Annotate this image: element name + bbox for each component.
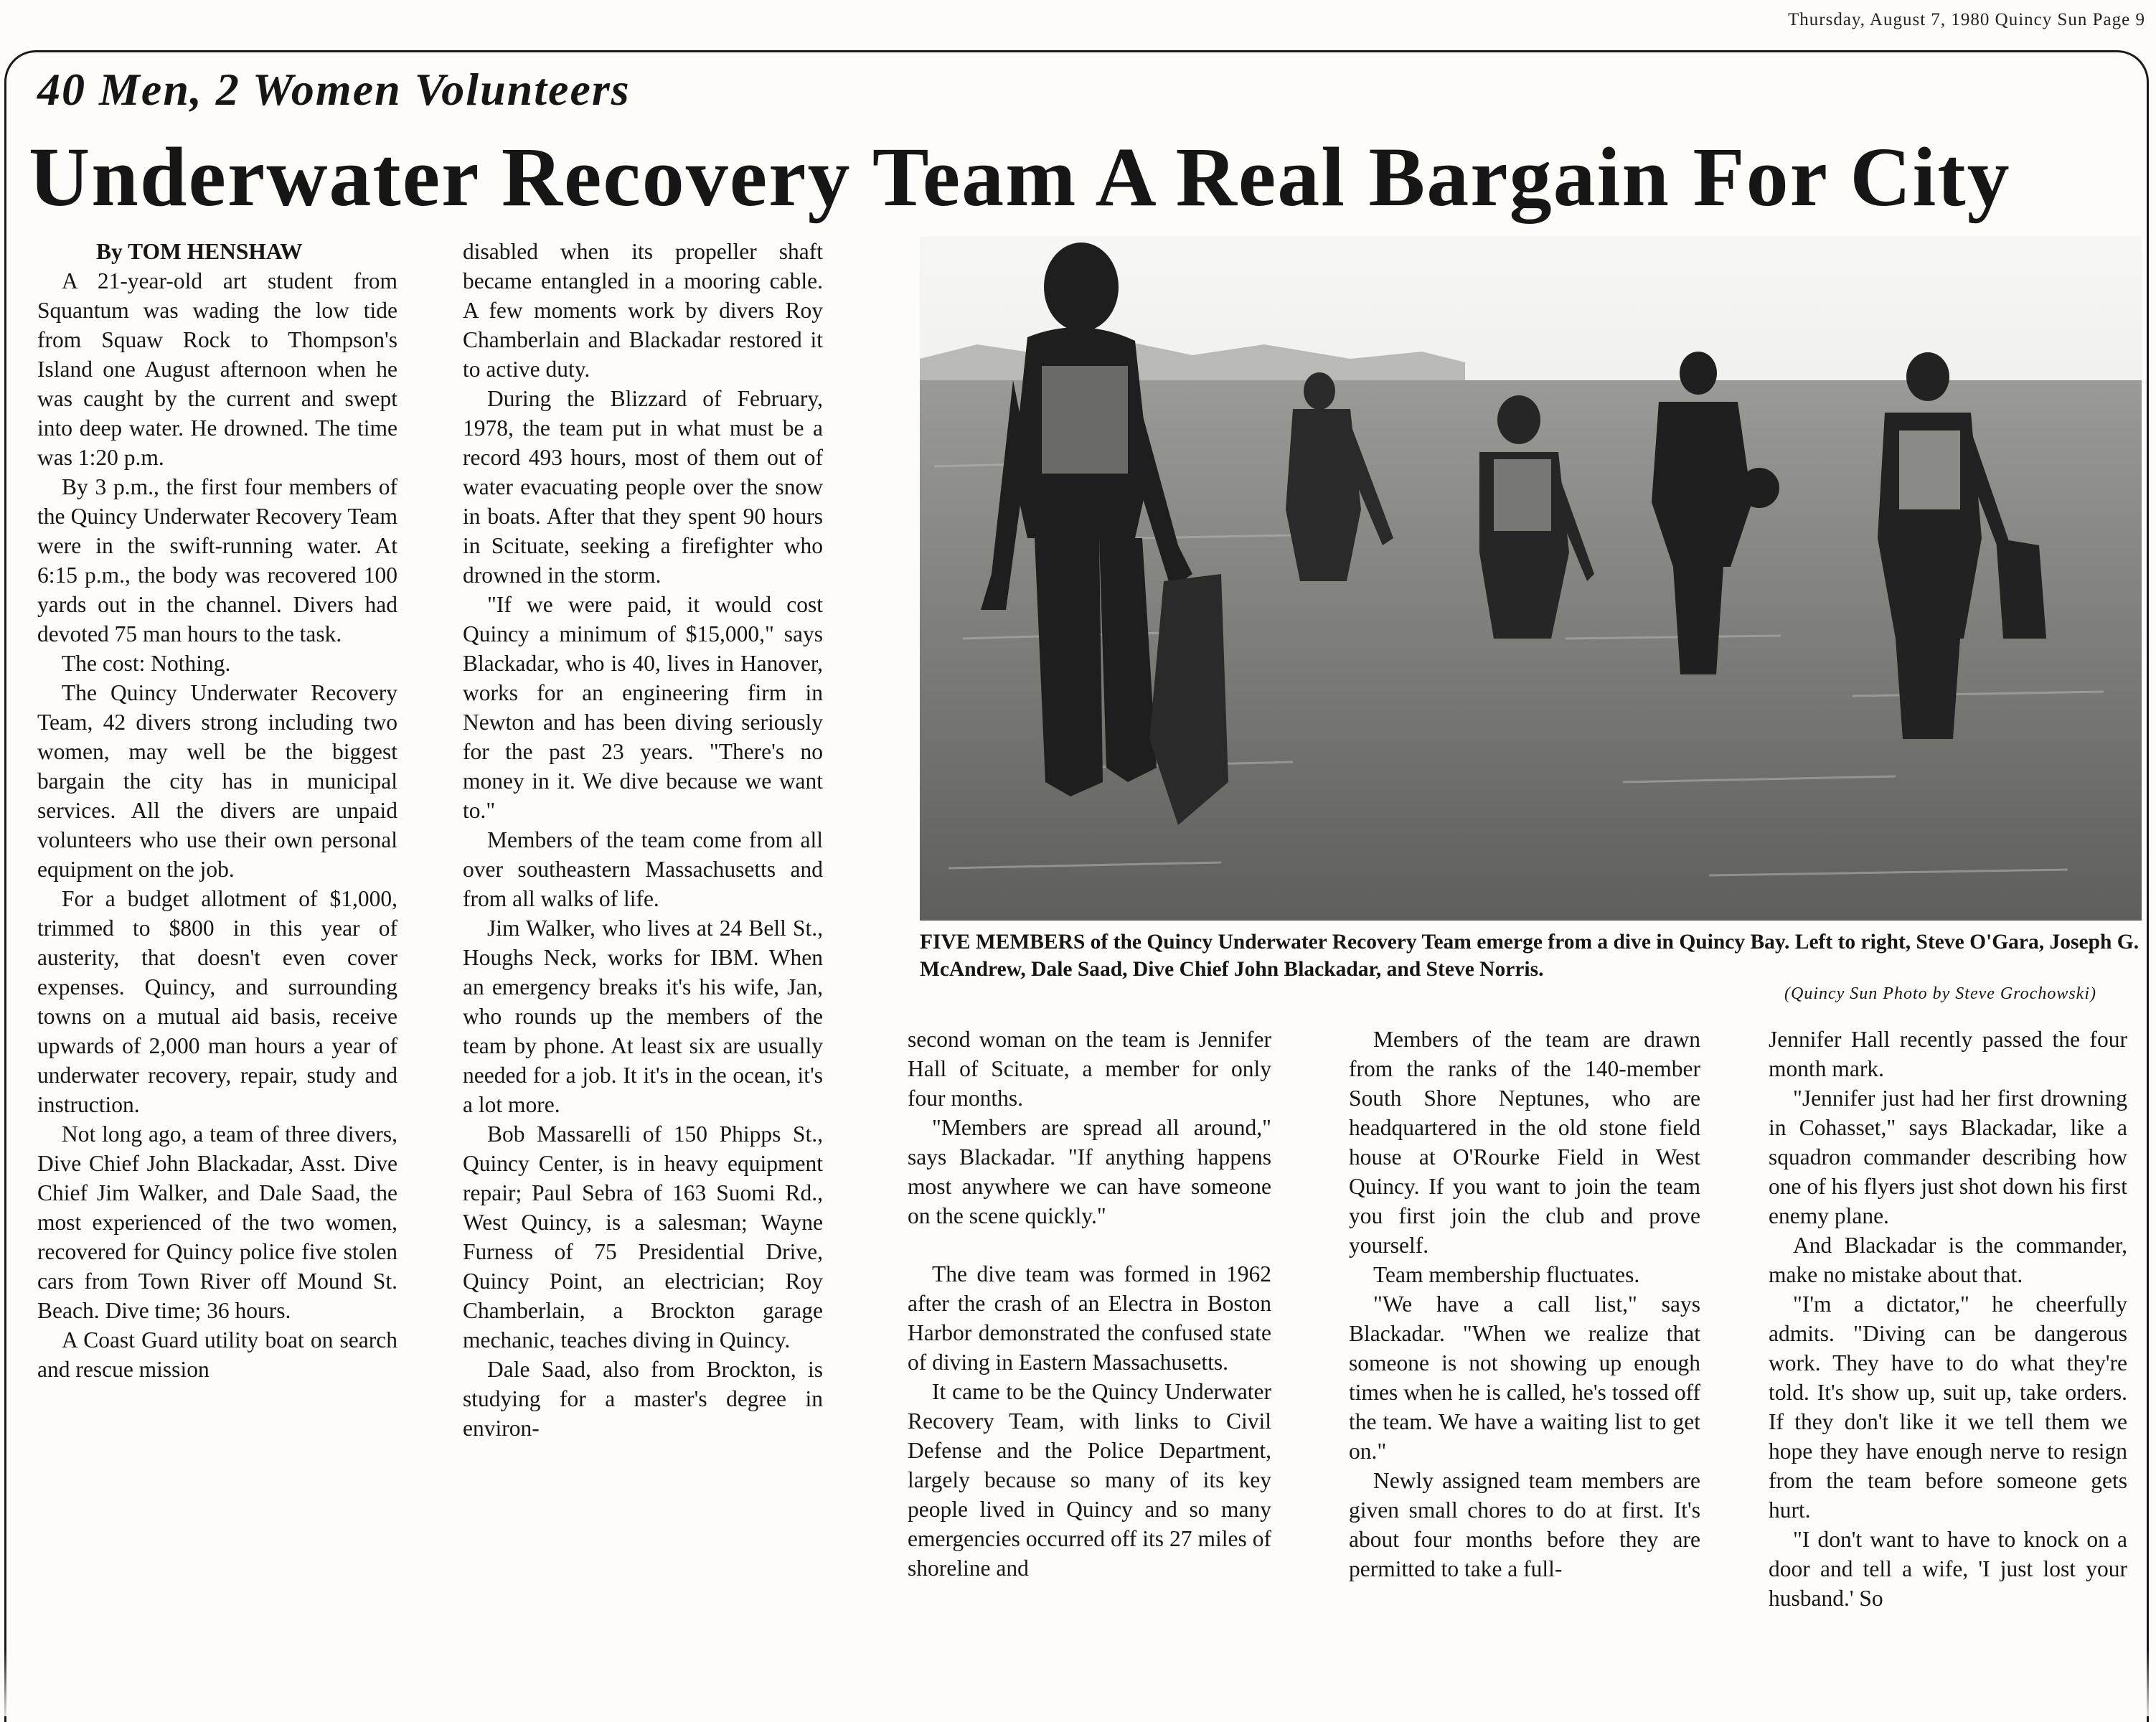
paragraph: Not long ago, a team of three divers, Dive Chief John Blackadar, Asst. Dive Chief Jim Walker, and Dale Saad, the most experienced of the two women, recovered for Quincy police five stolen cars from Town River off Mound St. Beach. Dive time; 36 hours. [37,1121,397,1323]
byline: By TOM HENSHAW [96,239,303,264]
paragraph: Members of the team are drawn from the ranks of the 140-member South Shore Neptunes, who are headquartered in the old stone field house at O'Rourke Field in West Quincy. If you want to join the team you first join the club and prove yourself. [1349,1027,1700,1258]
paragraph: The dive team was formed in 1962 after the crash of an Electra in Boston Harbor demonstrated the confused state of diving in Eastern Massachusetts. [908,1261,1271,1375]
paragraph: Jennifer Hall recently passed the four month mark. [1769,1027,2127,1081]
caption-lead: FIVE MEMBERS [920,931,1086,954]
paragraph: Jim Walker, who lives at 24 Bell St., Houghs Neck, works for IBM. When an emergency breaks it's his wife, Jan, who rounds up the members of the team by phone. At least six are usually needed for a job. It it's in the ocean, it's a lot more. [463,916,823,1117]
paragraph: "Members are spread all around," says Blackadar. "If anything happens most anywhere we can have someone on the scene quickly." [908,1115,1271,1228]
caption-text: of the Quincy Underwater Recovery Team emerge from a dive in Quincy Bay. Left to right, Steve O'Gara, Joseph G. McAndrew, Dale Saad, Dive Chief John Blackadar, and Steve Norris. [920,931,2139,981]
divers-photo [920,237,2142,921]
paragraph: Members of the team come from all over southeastern Massachusetts and from all walks of life. [463,827,823,911]
photo-credit: (Quincy Sun Photo by Steve Grochowski) [1784,984,2096,1003]
article-headline: Underwater Recovery Team A Real Bargain For City [29,130,2011,224]
article-column-1 [37,237,397,1384]
article-kicker: 40 Men, 2 Women Volunteers [37,64,631,115]
paragraph: "I don't want to have to knock on a door and tell a wife, 'I just lost your husband.' So [1769,1527,2127,1611]
paragraph: A Coast Guard utility boat on search and rescue mission [37,1327,397,1382]
paragraph: Team membership fluctuates. [1373,1262,1640,1287]
paragraph: For a budget allotment of $1,000, trimmed to $800 in this year of austerity, that doesn't even cover expenses. Quincy, and surrounding towns on a mutual aid basis, receive upwards of 2,000 man hours a year of underwater recovery, repair, study and instruction. [37,886,397,1117]
article-column-4 [1349,1025,1700,1584]
paragraph: "We have a call list," says Blackadar. "When we realize that someone is not showing up enough times when he is called, he's tossed off the team. We have a waiting list to get on." [1349,1292,1700,1464]
paragraph: The Quincy Underwater Recovery Team, 42 divers strong including two women, may well be the biggest bargain the city has in municipal services. All the divers are unpaid volunteers who use their own personal equipment on the job. [37,680,397,882]
paragraph: Newly assigned team members are given small chores to do at first. It's about four months before they are permitted to take a full- [1349,1468,1700,1581]
paragraph: Bob Massarelli of 150 Phipps St., Quincy Center, is in heavy equipment repair; Paul Sebra of 163 Suomi Rd., West Quincy, is a salesman; Wayne Furness of 75 Presidential Drive, Quincy Point, an electrician; Roy Chamberlain, a Brockton garage mechanic, teaches diving in Quincy. [463,1121,823,1352]
paragraph: Dale Saad, also from Brockton, is studying for a master's degree in environ- [463,1357,823,1441]
paragraph: A 21-year-old art student from Squantum was wading the low tide from Squaw Rock to Thompson's Island one August afternoon when he was caught by the current and swept into deep water. He drowned. The time was 1:20 p.m. [37,268,397,470]
page-header-dateline: Thursday, August 7, 1980 Quincy Sun Page 9 [1788,10,2145,29]
paragraph: It came to be the Quincy Underwater Recovery Team, with links to Civil Defense and the Police Department, largely because so many of its key people lived in Quincy and so many emergencies occurred off its 27 miles of shoreline and [908,1379,1271,1581]
paragraph: "Jennifer just had her first drowning in Cohasset," says Blackadar, like a squadron commander describing how one of his flyers just shot down his first enemy plane. [1769,1086,2127,1228]
paragraph: And Blackadar is the commander, make no mistake about that. [1769,1233,2127,1287]
paragraph: During the Blizzard of February, 1978, the team put in what must be a record 493 hours, most of them out of water evacuating people over the snow in boats. After that they spent 90 hours in Scituate, seeking a firefighter who drowned in the storm. [463,386,823,588]
paragraph: disabled when its propeller shaft became entangled in a mooring cable. A few moments work by divers Roy Chamberlain and Blackadar restored it to active duty. [463,239,823,382]
paragraph: The cost: Nothing. [62,651,231,676]
article-column-3 [908,1025,1271,1583]
paragraph: "I'm a dictator," he cheerfully admits. "Diving can be dangerous work. They have to do what they're told. It's show up, suit up, take orders. If they don't like it we tell them we hope they have enough nerve to resign from the team before someone gets hurt. [1769,1292,2127,1523]
paragraph: "If we were paid, it would cost Quincy a minimum of $15,000," says Blackadar, who is 40, lives in Hanover, works for an engineering firm in Newton and has been diving seriously for the past 23 years. "There's no money in it. We dive because we want to." [463,592,823,823]
article-column-5 [1769,1025,2127,1613]
paragraph: By 3 p.m., the first four members of the Quincy Underwater Recovery Team were in the swift-running water. At 6:15 p.m., the body was recovered 100 yards out in the channel. Divers had devoted 75 man hours to the task. [37,474,397,646]
paragraph: second woman on the team is Jennifer Hall of Scituate, a member for only four months. [908,1027,1271,1111]
article-column-2 [463,237,823,1443]
photo-caption [920,928,2139,983]
